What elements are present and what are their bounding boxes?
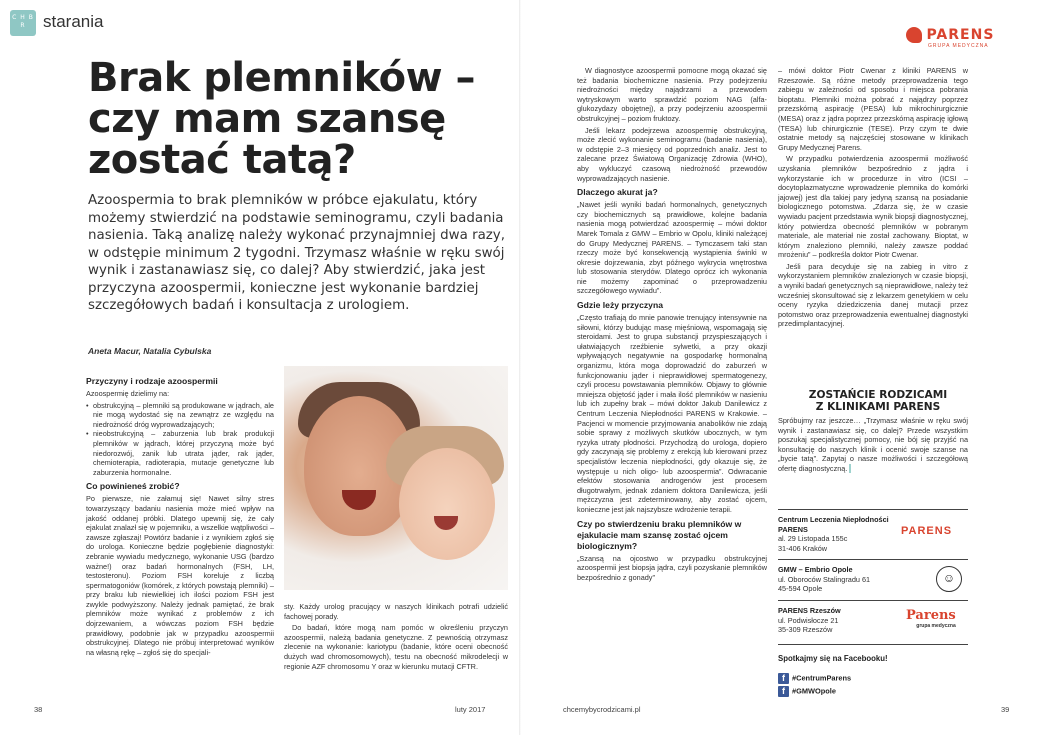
heading-biological-father: Czy po stwierdzeniu braku plemników w ejakulacie mam szansę zostać ojcem biologicznym? <box>577 518 742 551</box>
heading-causes: Przyczyny i rodzaje azoospermii <box>86 376 218 386</box>
clinic-city: 45-594 Opole <box>778 584 823 594</box>
article-authors: Aneta Macur, Natalia Cybulska <box>88 346 212 356</box>
paragraph: Do badań, które mogą nam pomóc w określeniu przyczyn azoospermii, należą badania genetyczne. Z pewnością otrzymasz zlecenie na wykonanie: kariotypu (badanie, które oceni obecność dużych wad chromosomowych), testu na obecność mikrodelecji w regionie AZF chromosomu Y oraz w kierunku mutacji CFTR. <box>284 623 508 671</box>
divider <box>778 600 968 601</box>
page-number-left: 38 <box>34 705 43 714</box>
paragraph: „Często trafiają do mnie panowie trenujący intensywnie na siłowni, którzy budując masę mięśniową, wspomagają się steroidami. Jest to grupa substancji przyspieszających i ułatwiających rzeźbienie sylwetki, a przy okazji wpływających negatywnie na gospodarkę hormonalną organizmu, która moga doprowadzić do zaburzeń w funkcjonowaniu jąder i nieprawidłowej spermatogenezy, czyli procesu powstawania plemników. Objawy to głównie mniejsza objętość jąder i mała ilość plemników w nasieniu lub ich zupełny brak – mówi doktor Jakub Danilewicz z Centrum Leczenia Niepłodności PARENS w Krakowie. – Pacjenci w momencie przyjmowania anabolików nie zdają sobie sprawy z możliwych skutków ubocznych, w tym ryzyka utraty płodności. Przychodzą do urologa, dopiero gdy zaczynają się problemy z erekcją lub kierowani przez specjalistów leczenia niepłodności, gdy okazuje się, że występuje u nich oligo- lub azoospermia”. Odwracanie efektów stosowania androgenów jest procesem długotrwałym, jednak zdaniem doktora Danilewicza, jeśli mężczyzna jest zdeterminowany, aby zostać ojcem, konieczne jest jak najszybsze wdrożenie terapii. <box>577 313 767 514</box>
divider <box>778 644 968 645</box>
paragraph: Azoospermię dzielimy na: <box>86 389 170 398</box>
paragraph: „Szansą na ojcostwo w przypadku obstrukcyjnej azoospermii jest biopsja jądra, czyli pozyskanie plemników bezpośrednio z gonady” <box>577 553 767 582</box>
heading-where-cause: Gdzie leży przyczyna <box>577 300 663 311</box>
promo-title <box>785 389 971 413</box>
promo-paragraph: Spróbujmy raz jeszcze… „Trzymasz właśnie w ręku swój wynik i zastanawiasz się, co dalej? Przede wszystkim poszukaj specjalistycznej pomocy, nie bój się przyjść na konsultację do naszych klinik i ocenić swoje szanse na „bycie tatą”. Zapytaj o nasze możliwości i szczegółową ofertę diagnostyczną. <box>778 416 968 473</box>
parens-logo-sub: GRUPA MEDYCZNA <box>928 43 989 49</box>
column-2 <box>284 602 508 673</box>
section-name: starania <box>43 12 104 31</box>
list-item: • nieobstrukcyjną – zaburzenia lub brak produkcji plemników w jądrach, której przyczyną może być niedorozwój, zanik lub utrata jąder, rak jąder, chemioterapia, radioterapia, mutacje genetyczne lub zaburzenia hormonalne. <box>86 429 274 477</box>
promo-title-line-1: ZOSTAŃCIE RODZICAMI <box>808 389 948 401</box>
page-number-right: 39 <box>1001 705 1010 714</box>
promo-text <box>778 416 968 476</box>
magazine-logo: C H B R <box>10 10 36 36</box>
heading-why-me: Dlaczego akurat ja? <box>577 187 658 198</box>
title-line-2: czy mam szansę <box>88 96 446 142</box>
heading-what-to-do: Co powinieneś zrobić? <box>86 481 180 492</box>
clinic-logo-parens: PARENS <box>901 525 953 537</box>
azoospermia-types-list <box>86 401 274 478</box>
father-daughter-photo <box>284 366 508 590</box>
clinic-logo-rzeszow <box>906 608 956 629</box>
issue-date: luty 2017 <box>455 705 486 714</box>
parens-mark-icon <box>906 27 922 43</box>
clinic-city: 35-309 Rzeszów <box>778 625 833 635</box>
paragraph: – mówi doktor Piotr Cwenar z kliniki PARENS w Rzeszowie. Są różne metody przeprowadzenia tego zabiegu w zależności od sposobu i miejsca pobrania bioptatu. Plemniki można pobrać z najądrzy poprzez przezskórną aspirację (PESA) lub mikrochirurgicznie (MESA) oraz z jądra poprzez przezskórną aspirację igłową (TESA) lub chirurgicznie (TESE). Przy czym te dwie ostatnie metody są najczęściej stosowane w klinikach Grupy Medycznej Parens. <box>778 66 968 152</box>
title-line-3: zostać tatą? <box>88 137 356 183</box>
promo-title-line-2: Z KLINIKAMI PARENS <box>815 401 941 413</box>
paragraph: W przypadku potwierdzenia azoospermii możliwość uzyskania plemników bezpośrednio z jądra i wykorzystanie ich w procedurze in vitro (ICSI – docytoplazmatyczne wprowadzenie plemnika do komórki jajowej) jest dla takiej pary jedyną szansą na posiadanie biologicznego potomstwa. „Zdarza się, że w czasie wywiadu pacjent przedstawia wynik biopsji diagnostycznej, który potwierdza obecność plemników w pobranym materiale, ale materiał nie został zachowany. Bioptat, w którym znaleziono plemniki, należy zawsze poddać mrożeniu” – podkreśla doktor Piotr Cwenar. <box>778 154 968 260</box>
website-url[interactable]: chcemybycrodzicami.pl <box>563 705 641 714</box>
clinic-address: al. 29 Listopada 155c <box>778 534 848 544</box>
clinic-logo-rzeszow-name: Parens <box>906 608 956 623</box>
facebook-title: Spotkajmy się na Facebooku! <box>778 654 888 663</box>
facebook-icon: f <box>778 686 789 697</box>
paragraph: sty. Każdy urolog pracujący w naszych klinikach potrafi udzielić fachowej porady. <box>284 602 508 621</box>
facebook-tag: #CentrumParens <box>792 673 852 683</box>
column-4 <box>778 66 968 331</box>
left-page <box>0 0 520 735</box>
list-item: • obstrukcyjną – plemniki są produkowane w jądrach, ale nie mogą wydostać się na zewnątrz ze względu na niedrożność dróg wyprowadzających; <box>86 401 274 430</box>
paragraph: W diagnostyce azoospermii pomocne mogą okazać się też badania biochemiczne nasienia. Przy podejrzeniu niedrożności między najądrzami a przewodem wytryskowym warto sprawdzić poziom NAG (alfa-glukozydazy obojętnej), a przy podejrzeniu azoospermii obstrukcyjnej – poziom fruktozy. <box>577 66 767 123</box>
clinic-logo-rzeszow-sub: grupa medyczna <box>916 623 956 629</box>
title-line-1: Brak plemników – <box>88 55 475 101</box>
column-3 <box>577 66 767 584</box>
paragraph: Po pierwsze, nie załamuj się! Nawet silny stres towarzyszący badaniu nasienia może mieć wpływ na jakość oddanej próbki. Dlatego upewnij się, że cały ejakulat znalazł się w pojemniku, a wszelkie wątpliwości – zawsze zgłaszaj! Powtórz badanie i z wynikiem zgłoś się do urologa. Konieczne będzie pogłębienie diagnostyki: zebranie wywiadu medycznego, wykonanie USG (bardzo ważne!) oraz badań hormonalnych (FSH, LH, testosteronu). Poziom FSH koreluje z liczbą spermatogoniów (komórek, z których powstają plemniki) – przy braku lub niewielkiej ich ilości poziom FSH jest zwykle podwyższony. Należy jednak pamiętać, że brak plemników może wynikać z problemów z ich dojrzewaniem, a wówczas poziom FSH będzie prawidłowy, podobnie jak w przypadku azoospermii obstrukcyjnej. Dlatego nie próbuj interpretować wyników na własną rękę – zgłoś się do specjali- <box>86 494 274 657</box>
right-page <box>521 0 1041 735</box>
paragraph: „Nawet jeśli wyniki badań hormonalnych, genetycznych czy biochemicznych są prawidłowe, kolejne badania nasienia mogą potwierdzać azoospermię – mówi doktor Marek Tomala z GMW – Embrio w Opolu, kliniki należącej do Grupy Medycznej PARENS. – Tymczasem taki stan rzeczy może być konsekwencją wystąpienia świnki w okresie dojrzewania, zbyt późnego wykrycia wnętrostwa lub stosowania sterydów. Dlatego oprócz ich wykonania nie możemy zapominać o przeprowadzeniu szczegółowego wywiadu”. <box>577 200 767 296</box>
column-1 <box>86 372 274 659</box>
paragraph: Jeśli lekarz podejrzewa azoospermię obstrukcyjną, może zlecić wykonanie seminogramu (badanie nasienia), w odstępie 2–3 miesięcy od poprzednich analiz. Jest to zalecane przez Światową Organizację Zdrowia (WHO), aby wykluczyć czasową niedrożność przewodów wyprowadzających nasienie. <box>577 125 767 183</box>
facebook-link-centrum[interactable] <box>778 673 851 684</box>
clinic-name: GMW – Embrio Opole <box>778 565 853 574</box>
clinic-name: PARENS Rzeszów <box>778 606 841 615</box>
facebook-tag: #GMWOpole <box>792 686 836 696</box>
divider <box>778 509 968 510</box>
clinic-name: Centrum Leczenia Niepłodności PARENS <box>778 515 889 534</box>
article-title <box>88 55 508 183</box>
clinic-address: ul. Podwisłocze 21 <box>778 615 839 625</box>
divider <box>778 559 968 560</box>
parens-logo-name: PARENS <box>926 26 995 43</box>
clinic-city: 31-406 Kraków <box>778 543 828 553</box>
clinic-address: ul. Oboroców Stalingradu 61 <box>778 574 871 584</box>
facebook-link-gmw[interactable] <box>778 686 836 697</box>
paragraph: Jeśli para decyduje się na zabieg in vitro z wykorzystaniem plemników znalezionych w czasie biopsji, a wyniki badań genetycznych są nieprawidłowe, należy też wcześniej skonsultować się z lekarzem genetykiem w celu oceny ryzyka dziedziczenia danej mutacji przez potomstwo oraz przeprowadzenia ewentualnej diagnostyki przedimplantacyjnej. <box>778 261 968 329</box>
parens-logo <box>906 26 995 49</box>
article-lead: Azoospermia to brak plemników w próbce ejakulatu, który możemy stwierdzić na podstawie seminogramu, czyli badania nasienia. Taką analizę należy wykonać przynajmniej dwa razy, w odstępie minimum 2 tygodni. Trzymasz właśnie w ręku swój wynik i zastanawiasz się, co dalej? Aby stwierdzić, jaka jest przyczyna azoospermii, konieczne jest wykonanie bardziej szczegółowych badań i konsultacja z urologiem. <box>88 193 505 313</box>
facebook-icon: f <box>778 673 789 684</box>
gmw-logo-icon: ☺ <box>936 566 962 592</box>
